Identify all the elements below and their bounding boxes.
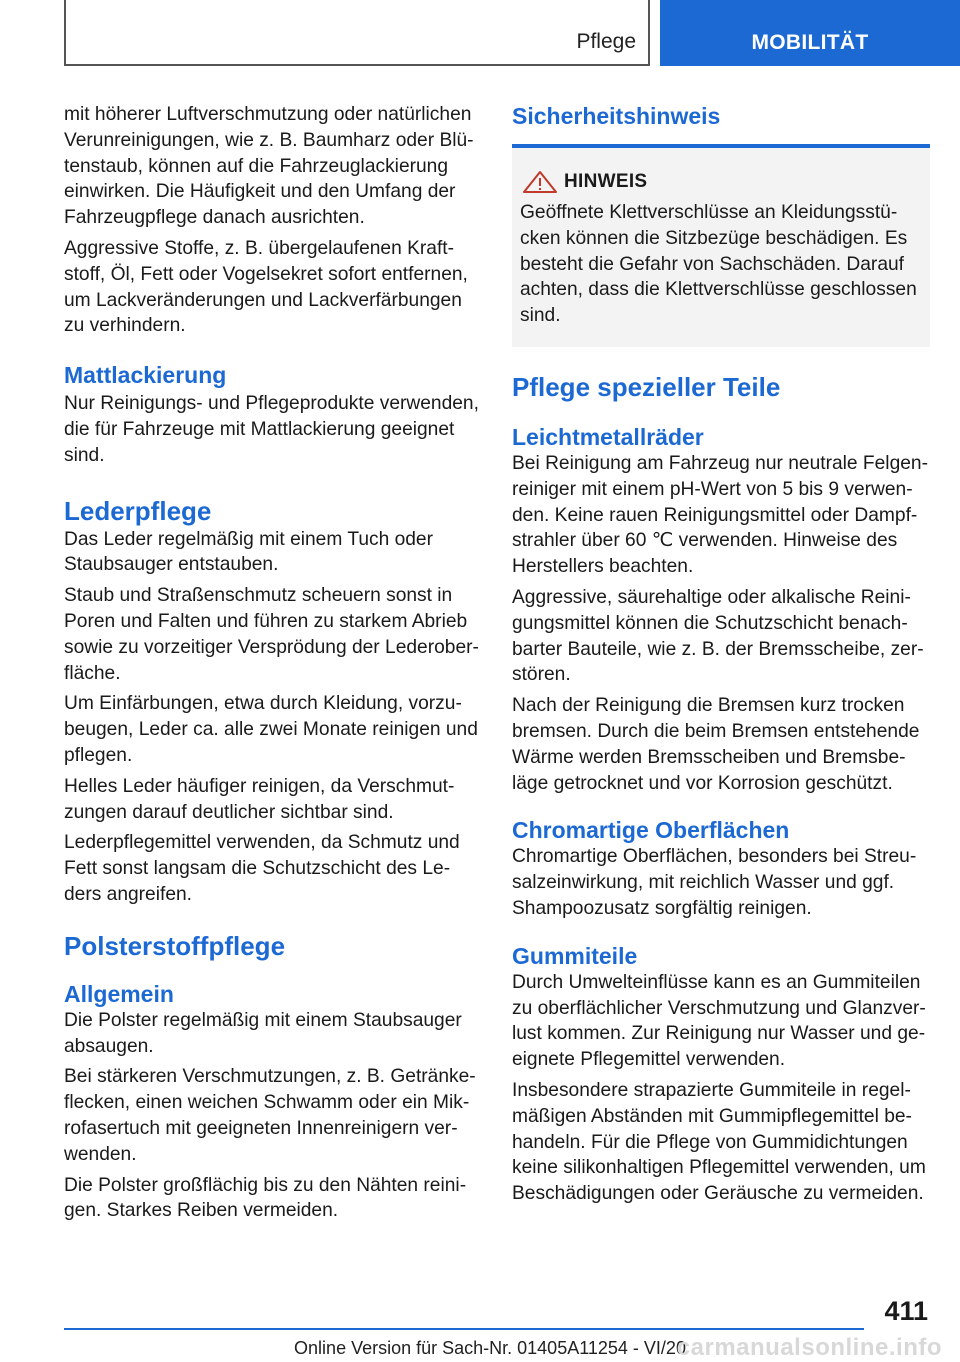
heading-chromartige-oberflaechen: Chromartige Oberflächen bbox=[512, 817, 790, 844]
paragraph: Aggressive, säurehaltige oder alkalische Reinigungsmittel können die Schutzschicht benachbarter Bauteile, wie z. B. der Bremsscheibe, zerstören. bbox=[512, 586, 924, 686]
footer-divider bbox=[64, 1328, 864, 1330]
paragraph: Aggressive Stoffe, z. B. übergelaufenen Kraftstoff, Öl, Fett oder Vogelsekret sofort entfernen, um Lackveränderungen und Lackverfärbungen zu verhindern. bbox=[64, 237, 468, 337]
notice-text: Geöffnete Klettverschlüsse an Kleidungsstücken können die Sitzbezüge beschädigen. Es besteht die Gefahr von Sachschäden. Darauf achten, dass die Klettverschlüsse geschlossen sind. bbox=[520, 202, 917, 327]
right-column bbox=[512, 102, 930, 1212]
notice-box bbox=[512, 144, 930, 347]
footer-online-version: Online Version für Sach-Nr. 01405A11254 - VI/20 bbox=[294, 1338, 686, 1358]
heading-mattlackierung: Mattlackierung bbox=[64, 362, 227, 389]
paragraph: Bei Reinigung am Fahrzeug nur neutrale Felgenreiniger mit einem pH-Wert von 5 bis 9 verwenden. Keine rauen Reinigungsmittel oder Dampfstrahler über 60 ℃ verwenden. Hinweise des Herstellers beachten. bbox=[512, 452, 928, 578]
paragraph: Um Einfärbungen, etwa durch Kleidung, vorzubeugen, Leder ca. alle zwei Monate reinigen und pflegen. bbox=[64, 693, 478, 766]
paragraph: Helles Leder häufiger reinigen, da Verschmutzungen darauf deutlicher sichtbar sind. bbox=[64, 775, 455, 823]
page-number: 411 bbox=[884, 1296, 928, 1326]
header-chapter-label: MOBILITÄT bbox=[751, 31, 869, 54]
heading-polsterstoffpflege: Polsterstoffpflege bbox=[64, 930, 286, 961]
left-column bbox=[64, 102, 480, 1229]
heading-sicherheitshinweis: Sicherheitshinweis bbox=[512, 103, 721, 129]
page-header bbox=[0, 0, 960, 66]
paragraph: Die Polster großflächig bis zu den Nähten reinigen. Starkes Reiben vermeiden. bbox=[64, 1174, 467, 1222]
notice-title: HINWEIS bbox=[564, 171, 648, 192]
paragraph: Das Leder regelmäßig mit einem Tuch oder Staubsauger entstauben. bbox=[64, 528, 433, 576]
warning-triangle-icon bbox=[520, 170, 560, 194]
paragraph: Nur Reinigungs- und Pflegeprodukte verwenden, die für Fahrzeuge mit Mattlackierung geeignet sind. bbox=[64, 393, 479, 466]
header-section-title: Pflege bbox=[576, 30, 636, 53]
paragraph: mit höherer Luftverschmutzung oder natürlichen Verunreinigungen, wie z. B. Baumharz oder Blütenstaub, können auf die Fahrzeuglackierung einwirken. Die Häufigkeit und den Umfang der Fahrzeugpflege danach ausrichten. bbox=[64, 104, 474, 229]
notice-header bbox=[520, 170, 922, 194]
paragraph: Nach der Reinigung die Bremsen kurz trocken bremsen. Durch die beim Bremsen entstehende Wärme werden Bremsscheiben und Bremsbeläge getrocknet und vor Korrosion geschützt. bbox=[512, 695, 920, 794]
paragraph: Chromartige Oberflächen, besonders bei Streusalzeinwirkung, mit reichlich Wasser und ggf. Shampoozusatz sorgfältig reinigen. bbox=[512, 846, 917, 919]
heading-lederpflege: Lederpflege bbox=[64, 495, 212, 526]
header-section-box bbox=[64, 0, 650, 66]
paragraph: Insbesondere strapazierte Gummiteile in regelmäßigen Abständen mit Gummipflegemittel behandeln. Für die Pflege von Gummidichtungen keine silikonhaltigen Pflegemittel verwenden, um Beschädigungen oder Geräusche zu vermeiden. bbox=[512, 1079, 926, 1205]
paragraph: Die Polster regelmäßig mit einem Staubsauger absaugen. bbox=[64, 1009, 462, 1057]
heading-leichtmetallraeder: Leichtmetallräder bbox=[512, 423, 704, 450]
paragraph: Durch Umwelteinflüsse kann es an Gummiteilen zu oberflächlicher Verschmutzung und Glanzverlust kommen. Zur Reinigung nur Wasser und geeignete Pflegemittel verwenden. bbox=[512, 971, 926, 1071]
watermark: carmanualsonline.info bbox=[676, 1334, 942, 1361]
paragraph: Bei stärkeren Verschmutzungen, z. B. Getränkeflecken, einen weichen Schwamm oder ein Mikrofasertuch mit geeigneten Innenreinigern verwenden. bbox=[64, 1066, 476, 1165]
paragraph: Lederpflegemittel verwenden, da Schmutz und Fett sonst langsam die Schutzschicht des Leders angreifen. bbox=[64, 832, 460, 905]
heading-pflege-spezieller-teile: Pflege spezieller Teile bbox=[512, 371, 781, 402]
paragraph: Staub und Straßenschmutz scheuern sonst in Poren und Falten und führen zu starkem Abrieb sowie zu vorzeitiger Versprödung der Lederoberfläche. bbox=[64, 585, 479, 684]
heading-gummiteile: Gummiteile bbox=[512, 942, 638, 969]
heading-allgemein: Allgemein bbox=[64, 980, 174, 1007]
header-chapter-tab[interactable] bbox=[660, 0, 960, 66]
